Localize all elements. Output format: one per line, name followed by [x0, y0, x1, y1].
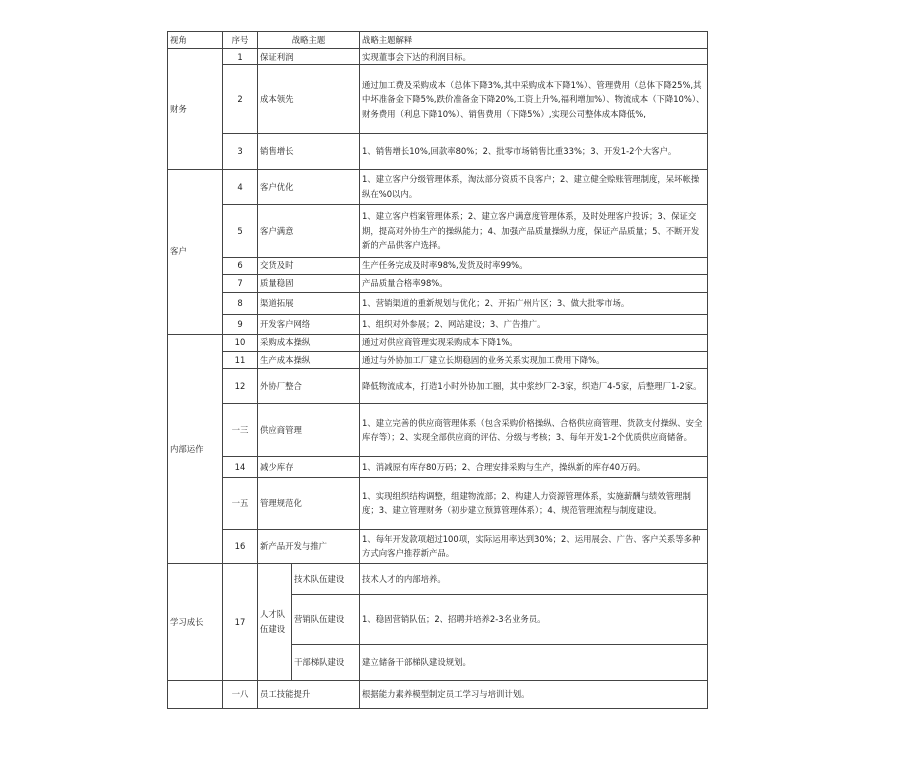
- row-no: 16: [223, 529, 258, 563]
- row-no: 4: [223, 169, 258, 204]
- row-explanation: 建立储备干部梯队建设规划。: [360, 645, 708, 680]
- row-theme: 开发客户网络: [258, 315, 360, 334]
- row-theme: 成本领先: [258, 65, 360, 134]
- row-no: 6: [223, 257, 258, 274]
- row-no: 5: [223, 205, 258, 258]
- table-row: [168, 315, 708, 334]
- table-row: [168, 368, 708, 403]
- row-theme: 客户满意: [258, 205, 360, 258]
- row-explanation: 降低物流成本，打造1小时外协加工圈，其中浆纱厂2-3家，织造厂4-5家，后整理厂1-2家。: [360, 368, 708, 403]
- row-no: 一三: [223, 404, 258, 457]
- table-row: [168, 134, 708, 169]
- row-explanation: 产品质量合格率98%。: [360, 274, 708, 292]
- header-explanation: 战略主题解释: [360, 32, 708, 49]
- perspective-finance: 财务: [168, 49, 223, 169]
- row-explanation: 通过与外协加工厂建立长期稳固的业务关系实现加工费用下降%。: [360, 351, 708, 368]
- row-explanation: 实现董事会下达的利润目标。: [360, 49, 708, 65]
- row-explanation: 1、销售增长10%,回款率80%；2、批零市场销售比重33%；3、开发1-2个大客户。: [360, 134, 708, 169]
- table-row: [168, 680, 708, 708]
- header-no: 序号: [223, 32, 258, 49]
- row-theme: 客户优化: [258, 169, 360, 204]
- row-theme: 管理规范化: [258, 478, 360, 530]
- table-row: [168, 169, 708, 204]
- row-explanation: 1、组织对外参展；2、网站建设；3、广告推广。: [360, 315, 708, 334]
- row-theme: 渠道拓展: [258, 293, 360, 315]
- strategy-theme-table: [167, 31, 708, 709]
- row-no: 11: [223, 351, 258, 368]
- row-explanation: 1、建立完善的供应商管理体系（包含采购价格操纵、合格供应商管理、货款支付操纵、安全库存等）；2、实现全部供应商的评估、分级与考核；3、每年开发1-2个优质供应商储备。: [360, 404, 708, 457]
- table-row: [168, 334, 708, 351]
- row-theme: 外协厂整合: [258, 368, 360, 403]
- row-explanation: 生产任务完成及时率98%,发货及时率99%。: [360, 257, 708, 274]
- row-no: 1: [223, 49, 258, 65]
- row-explanation: 1、建立客户分级管理体系，淘汰部分资质不良客户；2、建立健全赊账管理制度，呆坏帐操纵在%0以内。: [360, 169, 708, 204]
- table-row: [168, 404, 708, 457]
- table-row: [168, 274, 708, 292]
- table-row: [168, 65, 708, 134]
- row-theme: 供应商管理: [258, 404, 360, 457]
- row-explanation: 1、营销渠道的重新规划与优化；2、开拓广州片区；3、做大批零市场。: [360, 293, 708, 315]
- row-no: 17: [223, 564, 258, 680]
- table-row: [168, 478, 708, 530]
- row-no: 3: [223, 134, 258, 169]
- row-no: 8: [223, 293, 258, 315]
- sub-theme: 技术队伍建设: [292, 564, 360, 594]
- row-theme: 人才队伍建设: [258, 564, 292, 680]
- row-explanation: 通过加工费及采购成本（总体下降3%,其中采购成本下降1%）、管理费用（总体下降25%,其中坏准备金下降5%,跌价准备金下降20%,工资上升%,福利增加%）、物流成本（下降10%）、财务费用（利息下降10%）、销售费用（下降5%）,实现公司整体成本降低%,: [360, 65, 708, 134]
- row-no: 10: [223, 334, 258, 351]
- row-theme: 减少库存: [258, 456, 360, 477]
- table-row: [168, 205, 708, 258]
- row-no: 14: [223, 456, 258, 477]
- row-no: 2: [223, 65, 258, 134]
- header-row: [168, 32, 708, 49]
- table-row: [168, 351, 708, 368]
- table-row: [168, 257, 708, 274]
- row-theme: 保证利润: [258, 49, 360, 65]
- row-no: 12: [223, 368, 258, 403]
- header-perspective: 视角: [168, 32, 223, 49]
- row-explanation: 技术人才的内部培养。: [360, 564, 708, 594]
- perspective-customer: 客户: [168, 169, 223, 334]
- table-row: [168, 564, 708, 594]
- sub-theme: 干部梯队建设: [292, 645, 360, 680]
- perspective-learning: 学习成长: [168, 564, 223, 680]
- row-theme: 员工技能提升: [258, 680, 360, 708]
- row-theme: 采购成本操纵: [258, 334, 360, 351]
- row-theme: 交货及时: [258, 257, 360, 274]
- table-row: [168, 456, 708, 477]
- table-row: [168, 293, 708, 315]
- row-theme: 新产品开发与推广: [258, 529, 360, 563]
- row-no: 7: [223, 274, 258, 292]
- row-no: 9: [223, 315, 258, 334]
- perspective-empty: [168, 680, 223, 708]
- row-explanation: 根据能力素养模型制定员工学习与培训计划。: [360, 680, 708, 708]
- row-theme: 质量稳固: [258, 274, 360, 292]
- row-no: 一五: [223, 478, 258, 530]
- row-theme: 生产成本操纵: [258, 351, 360, 368]
- table-row: [168, 529, 708, 563]
- sub-theme: 营销队伍建设: [292, 594, 360, 645]
- row-explanation: 通过对供应商管理实现采购成本下降1%。: [360, 334, 708, 351]
- header-theme: 战略主题: [258, 32, 360, 49]
- row-no: 一八: [223, 680, 258, 708]
- row-explanation: 1、每年开发款项超过100项，实际运用率达到30%；2、运用展会、广告、客户关系等多种方式向客户推荐新产品。: [360, 529, 708, 563]
- row-explanation: 1、建立客户档案管理体系；2、建立客户满意度管理体系，及时处理客户投诉；3、保证交期，提高对外协生产的操纵能力；4、加强产品质量操纵力度，保证产品质量；5、不断开发新的产品供客户选择。: [360, 205, 708, 258]
- table-row: [168, 49, 708, 65]
- strategy-table-sheet: [167, 31, 707, 709]
- row-explanation: 1、消减原有库存80万码；2、合理安排采购与生产，操纵新的库存40万码。: [360, 456, 708, 477]
- row-theme: 销售增长: [258, 134, 360, 169]
- perspective-internal: 内部运作: [168, 334, 223, 564]
- row-explanation: 1、实现组织结构调整，组建物流部；2、构建人力资源管理体系，实施薪酬与绩效管理制度；3、建立管理财务（初步建立预算管理体系）；4、规范管理流程与制度建设。: [360, 478, 708, 530]
- row-explanation: 1、稳固营销队伍；2、招聘并培养2-3名业务员。: [360, 594, 708, 645]
